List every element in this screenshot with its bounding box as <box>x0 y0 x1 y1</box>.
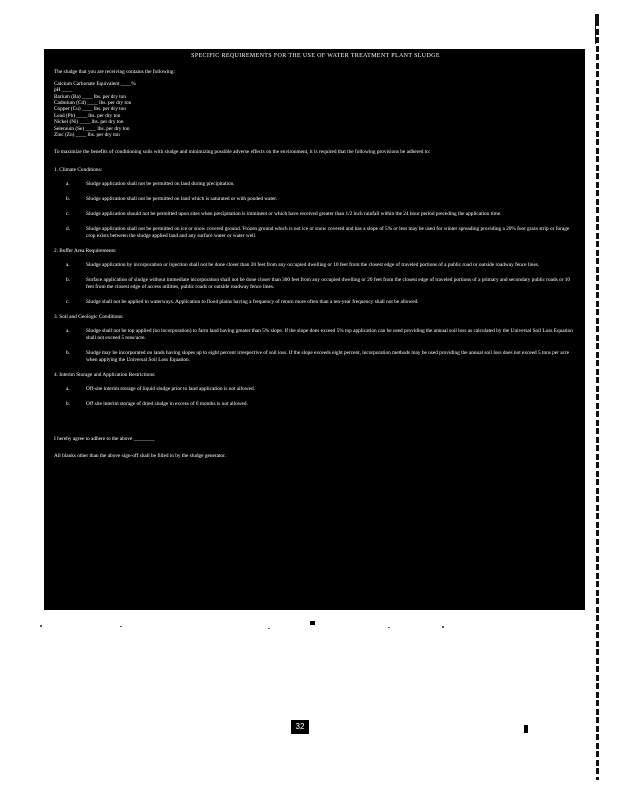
section-soil-geologic <box>54 314 577 364</box>
list-item <box>54 401 577 408</box>
item-text: Surface application of sludge without immediate incorporation shall not be done closer than 300 feet from any occupied dwelling or 20 feet from the closest edge of traveled portions of a primary and secondary public roads or 10 feet from the closest edge of access utilities, public roads or outside roadway fence lines. <box>86 277 571 291</box>
item-text: Off site interim storage of dried sludge in excess of 6 months is not allowed. <box>86 401 248 408</box>
scan-speck <box>268 628 270 629</box>
list-item <box>54 181 577 188</box>
item-letter: a. <box>66 386 70 393</box>
item-text: Off-site interim storage of liquid sludge prior to land application is not allowed. <box>86 386 255 393</box>
scan-speck <box>442 626 444 628</box>
field-copper: Copper (Cu) ____ lbs. per dry ton <box>54 106 126 113</box>
item-letter: b. <box>66 350 70 357</box>
spacer <box>54 416 577 436</box>
item-text: Sludge may be incorporated on lands having slopes up to eight percent irrespective of soil loss. If the slope exceeds eight percent, incorporation methods may be used providing the annual soil loss does not exceed 5 tons per acre when applying the Universal Soil Loss Equation. <box>86 350 570 364</box>
item-text: Sludge application shall not be permitted on ice or snow covered ground. Frozen ground which is not ice or snow covered and has a slope of 5% or less may be used for winter spreading providing a 20% foot grass strip or forage crop exists between the sludge applied land and any surface water or water well. <box>86 226 570 240</box>
section-heading: 1. Climate Conditions: <box>54 167 103 174</box>
purpose-paragraph: To maximize the benefits of conditioning soils with sludge and minimizing possible adverse effects on the environment, it is required that the following provisions be adhered to: <box>54 149 431 156</box>
list-item <box>54 196 577 203</box>
page-number: 32 <box>291 720 309 734</box>
contents-field-list <box>54 81 577 139</box>
item-letter: b. <box>66 277 70 284</box>
item-letter: a. <box>66 181 70 188</box>
scan-speck <box>388 627 390 628</box>
list-item <box>54 226 577 240</box>
field-selenium: Selenium (Se) ____ lbs. per dry ton <box>54 125 130 132</box>
section-buffer-area <box>54 248 577 306</box>
intro-text: The sludge that you are receiving contains the following: <box>54 68 175 75</box>
scan-speck <box>40 625 42 627</box>
field-barium: Barium (Ba) ____ lbs. per dry ton <box>54 93 126 100</box>
item-text: Sludge application shall not be permitted on land which is saturated or with ponded water. <box>86 196 278 203</box>
item-text: Sludge shall not be applied in waterways. Application to flood plains having a frequency of return more often than a ten-year frequency shall not be allowed. <box>86 299 419 306</box>
item-letter: b. <box>66 196 70 203</box>
section-heading: 3. Soil and Geologic Conditions: <box>54 314 124 321</box>
item-letter: c. <box>66 299 70 306</box>
item-text: Sludge shall not be top applied (no incorporation) to farm land having greater than 5% slope. If the slope does exceed 5% top application can be used providing the annual soil loss as calculated by the Universal Soil Loss Equation shall not exceed 5 tons/acre. <box>86 328 573 342</box>
item-text: Sludge application by incorporation or injection shall not be done closer than 20 feet from any occupied dwelling or 10 feet from the closest edge of traveled portions of a public road or outside roadway fence lines. <box>86 262 540 269</box>
scan-artifact <box>310 621 315 625</box>
item-text: Sludge application should not be permitted upon sites when precipitation is imminent or which have received greater than 1/2 inch rainfall within the 24 hour period preceding the application time. <box>86 211 502 218</box>
section-heading: 4. Interim Storage and Application Restrictions: <box>54 372 156 379</box>
list-item <box>54 299 577 306</box>
field-nickel: Nickel (Ni) ____ lbs. per dry ton <box>54 119 124 126</box>
list-item <box>54 211 577 218</box>
list-item <box>54 386 577 393</box>
item-letter: a. <box>66 262 70 269</box>
certification-line: I hereby agree to adhere to the above ________ <box>54 436 155 443</box>
scan-edge-strip <box>596 20 599 780</box>
item-letter: b. <box>66 401 70 408</box>
field-calcium-carbonate: Calcium Carbonate Equivalent ____% <box>54 80 136 87</box>
scan-artifact <box>524 725 528 733</box>
list-item <box>54 350 577 364</box>
section-heading: 2. Buffer Area Requirements: <box>54 248 117 255</box>
section-climate-conditions <box>54 167 577 240</box>
field-zinc: Zinc (Zn) ____ lbs. per dry ton <box>54 132 120 139</box>
item-text: Sludge application shall not be permitted on land during precipitation. <box>86 181 235 188</box>
field-cadmium: Cadmium (Cd) ____ lbs. per dry ton <box>54 100 132 107</box>
list-item <box>54 328 577 342</box>
field-ph: pH ____ <box>54 87 73 94</box>
scanned-document-page <box>44 49 585 610</box>
field-lead: Lead (Pb) ____ lbs. per dry ton <box>54 112 121 119</box>
item-letter: a. <box>66 328 70 335</box>
footer-note: All blanks other than the above sign-off shall be filled in by the sludge generator. <box>54 453 226 460</box>
scan-speck <box>120 626 122 627</box>
list-item <box>54 277 577 291</box>
document-title: SPECIFIC REQUIREMENTS FOR THE USE OF WATER TREATMENT PLANT SLUDGE <box>191 53 440 59</box>
section-interim-storage <box>54 372 577 408</box>
item-letter: d. <box>66 226 70 233</box>
list-item <box>54 262 577 269</box>
item-letter: c. <box>66 211 70 218</box>
